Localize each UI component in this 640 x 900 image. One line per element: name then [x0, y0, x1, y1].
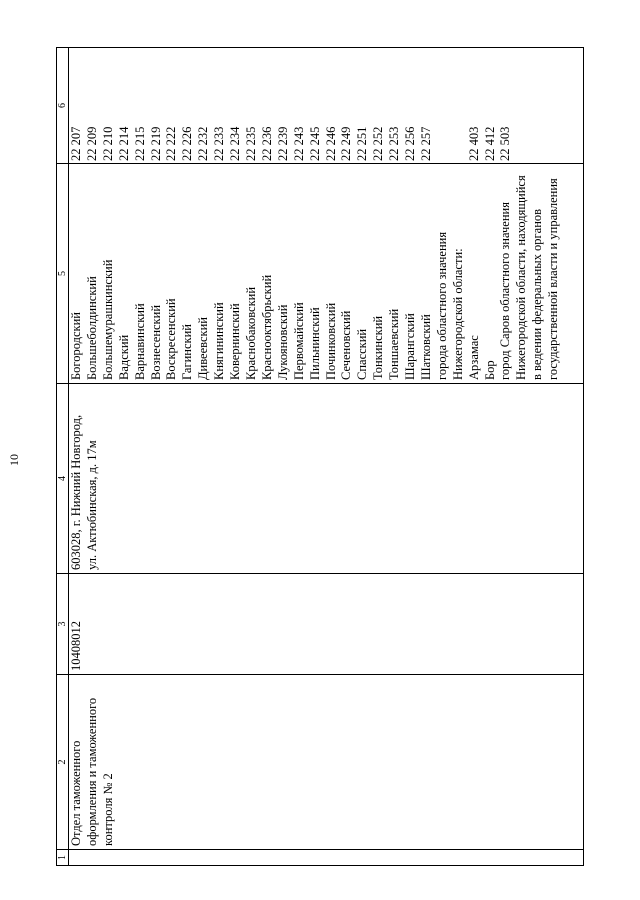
cell-customs-code: 10408012: [69, 574, 584, 675]
okato-code-line: 22 253: [387, 126, 402, 161]
district-line: Пильнинский: [307, 307, 322, 380]
header-col-3: 3: [57, 574, 69, 675]
rotated-table-container: [56, 48, 585, 866]
district-line: в ведении федеральных органов: [530, 208, 545, 380]
district-line: Большеболдинский: [84, 276, 99, 380]
district-line: Богородский: [69, 312, 83, 380]
customs-table: [56, 47, 584, 866]
okato-code-line: 22 246: [323, 126, 338, 161]
district-line: Вадский: [116, 334, 131, 380]
district-line: Лукояновский: [275, 304, 290, 380]
district-line: Арзамас: [466, 335, 481, 380]
okato-code-line: 22 251: [355, 126, 370, 161]
okato-code-line: 22 234: [228, 126, 243, 161]
district-line: город Саров областного значения: [498, 202, 513, 380]
district-line: города областного значения: [434, 231, 449, 380]
okato-code-line: 22 209: [84, 126, 99, 161]
table-header-row: [57, 48, 69, 866]
district-line: Шатковский: [418, 314, 433, 380]
cell-okato-codes: [69, 48, 584, 164]
district-line: Гагинский: [180, 324, 195, 380]
okato-code-line: 22 214: [116, 126, 131, 161]
okato-code-line: 22 233: [212, 126, 227, 161]
okato-code-line: 22 249: [339, 126, 354, 161]
okato-code-line: 22 239: [275, 126, 290, 161]
address-line: ул. Актюбинская, д. 17м: [84, 440, 99, 570]
header-col-2: 2: [57, 675, 69, 850]
district-line: Краснобаковский: [243, 286, 258, 380]
district-line: Тоншаевский: [387, 308, 402, 380]
okato-code-line: 22 215: [132, 126, 147, 161]
cell-districts: [69, 164, 584, 384]
district-line: Воскресенский: [164, 298, 179, 380]
district-line: Нижегородской области, находящийся: [514, 175, 529, 380]
okato-code-line: 22 222: [164, 126, 179, 161]
okato-code-line: 22 252: [371, 126, 386, 161]
district-line: Варнавинский: [132, 303, 147, 380]
header-col-5: 5: [57, 164, 69, 384]
district-line: Сеченовский: [339, 310, 354, 380]
district-line: Дивеевский: [196, 317, 211, 380]
department-name-line: Отдел таможенного: [69, 740, 83, 846]
cell-col-1: [69, 850, 584, 866]
district-line: Спасский: [355, 328, 370, 380]
okato-code-line: 22 245: [307, 126, 322, 161]
okato-code-line: 22 232: [196, 126, 211, 161]
district-line: Княгининский: [212, 302, 227, 380]
page-number: 10: [7, 454, 21, 466]
district-line: Шарангский: [403, 313, 418, 380]
okato-code-line: 22 403: [466, 126, 481, 161]
okato-code-line: 22 207: [69, 126, 83, 161]
okato-code-line: 22 257: [418, 126, 433, 161]
okato-code-line: 22 412: [482, 126, 497, 161]
table-row: [69, 48, 584, 866]
address-line: 603028, г. Нижний Новгород,: [69, 414, 83, 570]
district-line: Большемурашкинский: [100, 259, 115, 380]
okato-code-line: 22 243: [291, 126, 306, 161]
district-line: Краснооктябрьский: [259, 274, 274, 380]
okato-code-line: 22 256: [403, 126, 418, 161]
okato-code-line: [435, 48, 451, 161]
header-col-4: 4: [57, 384, 69, 574]
district-line: Ковернинский: [228, 303, 243, 380]
okato-code-line: 22 226: [180, 126, 195, 161]
header-col-1: 1: [57, 850, 69, 866]
header-col-6: 6: [57, 48, 69, 164]
okato-code-line: [451, 48, 467, 161]
district-line: Первомайский: [291, 302, 306, 380]
district-line: Бор: [482, 360, 497, 380]
okato-code-line: 22 219: [148, 126, 163, 161]
cell-department-name: [69, 675, 584, 850]
district-line: Вознесенский: [148, 304, 163, 380]
district-line: Нижегородской области:: [450, 248, 465, 380]
okato-code-line: 22 210: [100, 126, 115, 161]
okato-code-line: 22 236: [259, 126, 274, 161]
district-line: Тонкинский: [371, 315, 386, 380]
department-name-line: контроля № 2: [100, 773, 115, 846]
department-name-line: оформления и таможенного: [84, 697, 99, 846]
district-line: государственной власти и управления: [546, 178, 561, 380]
cell-address: [69, 384, 584, 574]
okato-code-line: 22 503: [498, 126, 513, 161]
district-line: Починковский: [323, 302, 338, 380]
okato-code-line: 22 235: [243, 126, 258, 161]
